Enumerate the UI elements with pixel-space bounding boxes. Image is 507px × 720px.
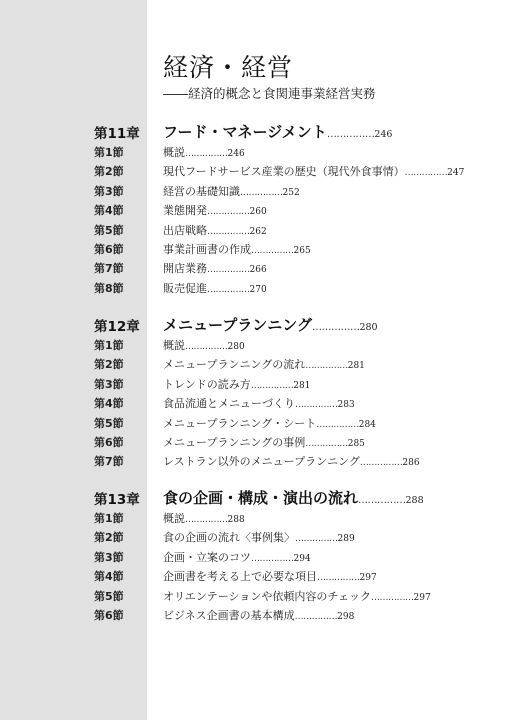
chapter-number: 第11章 <box>94 126 140 142</box>
leader-dots: …………… <box>250 380 294 391</box>
section-title-text: 業態開発 <box>163 204 207 218</box>
section-title <box>163 568 377 584</box>
chapter-number: 第13章 <box>94 492 140 508</box>
toc-section-row <box>0 568 507 584</box>
page-number: 265 <box>293 246 311 256</box>
page-number: 247 <box>447 168 465 179</box>
leader-dots: …………… <box>185 342 228 352</box>
section-number: 第3節 <box>94 184 124 198</box>
section-number: 第2節 <box>94 531 124 545</box>
section-title <box>163 337 245 353</box>
leader-dots: …………… <box>358 495 406 506</box>
page-number: 297 <box>359 573 377 584</box>
toc-section-row <box>0 588 507 604</box>
section-title <box>163 222 267 238</box>
toc-section-row <box>0 163 507 179</box>
leader-dots: …………… <box>316 419 359 430</box>
leader-dots: …………… <box>326 129 375 140</box>
section-title-text: レストラン以外のメニュープランニング <box>163 455 360 469</box>
toc-section-row <box>0 395 507 411</box>
section-title-text: メニュープランニング・シート <box>163 416 317 430</box>
section-number: 第6節 <box>94 436 124 449</box>
page-subtitle: ――経済的概念と食関連事業経営実務 <box>163 86 376 101</box>
leader-dots: …………… <box>294 612 338 622</box>
leader-dots: …………… <box>404 168 448 179</box>
toc-section-row <box>0 376 507 392</box>
leader-dots: …………… <box>251 553 294 564</box>
leader-dots: …………… <box>311 322 360 333</box>
section-number: 第2節 <box>94 358 124 372</box>
section-title-text: オリエンテーションや依頼内容のチェック <box>163 589 372 603</box>
toc-section-row <box>0 280 507 296</box>
section-title <box>163 280 267 296</box>
page-number: 246 <box>227 149 245 159</box>
chapter-title <box>163 314 378 335</box>
toc-section-row <box>0 260 507 276</box>
page-number: 286 <box>402 458 420 469</box>
chapter-heading <box>0 122 507 140</box>
section-number: 第5節 <box>94 416 124 430</box>
section-number: 第3節 <box>94 377 124 391</box>
section-number: 第3節 <box>94 550 124 564</box>
chapter-title-text: フード・マネージメント <box>163 123 327 141</box>
section-title-text: 現代フードサービス産業の歴史（現代外食事情） <box>163 165 405 179</box>
section-number: 第1節 <box>94 512 124 525</box>
section-number: 第6節 <box>94 609 124 622</box>
section-title <box>163 202 267 218</box>
page-number: 285 <box>347 439 365 449</box>
section-title-text: 企画書を考える上で必要な項目 <box>163 570 317 584</box>
chapter-title-text: 食の企画・構成・演出の流れ <box>163 489 359 507</box>
leader-dots: …………… <box>207 226 250 237</box>
section-title-text: 事業計画書の作成 <box>163 243 251 256</box>
section-title-text: 食の企画の流れ〈事例集〉 <box>163 531 295 545</box>
section-title <box>163 163 464 179</box>
toc-section-row <box>0 144 507 160</box>
section-title <box>163 434 365 450</box>
section-title-text: 概説 <box>163 339 185 352</box>
toc-section-row <box>0 241 507 257</box>
toc-section-row <box>0 337 507 353</box>
chapter-number: 第12章 <box>94 319 140 335</box>
section-number: 第4節 <box>94 570 124 584</box>
page-number: 289 <box>337 534 355 545</box>
toc-section-row <box>0 453 507 469</box>
toc-section-row <box>0 356 507 372</box>
section-number: 第1節 <box>94 339 124 352</box>
section-title-text: 経営の基礎知識 <box>163 184 240 198</box>
page-number: 252 <box>282 187 300 198</box>
section-title-text: 開店業務 <box>163 262 207 276</box>
toc-section-row <box>0 415 507 431</box>
section-title <box>163 607 354 623</box>
section-number: 第6節 <box>94 243 124 256</box>
section-title <box>163 183 300 199</box>
section-number: 第5節 <box>94 589 124 603</box>
page-number: 294 <box>293 553 311 564</box>
section-title-text: 食品流通とメニューづくり <box>163 397 295 411</box>
page-number: 288 <box>405 495 424 506</box>
section-title-text: ビジネス企画書の基本構成 <box>163 609 295 622</box>
section-title <box>163 376 310 392</box>
page-number: 280 <box>359 322 378 333</box>
page-number: 284 <box>358 419 376 430</box>
leader-dots: …………… <box>207 207 250 218</box>
leader-dots: …………… <box>371 592 414 603</box>
leader-dots: …………… <box>295 534 338 545</box>
page-number: 298 <box>337 612 355 622</box>
toc-section-row <box>0 510 507 526</box>
section-title-text: メニュープランニングの流れ <box>163 358 306 372</box>
toc-section-row <box>0 202 507 218</box>
leader-dots: …………… <box>185 149 228 159</box>
toc-section-row <box>0 529 507 545</box>
toc-section-row <box>0 222 507 238</box>
page-number: 266 <box>249 265 267 276</box>
leader-dots: …………… <box>295 400 338 411</box>
section-number: 第2節 <box>94 165 124 179</box>
leader-dots: …………… <box>207 265 250 276</box>
leader-dots: …………… <box>305 361 348 372</box>
chapter-title <box>163 487 424 508</box>
section-title-text: メニュープランニングの事例 <box>163 436 306 449</box>
chapter-title-text: メニュープランニング <box>163 316 312 334</box>
page-number: 297 <box>413 592 431 603</box>
page-number: 280 <box>227 342 245 352</box>
section-title <box>163 549 311 565</box>
section-title <box>163 241 311 257</box>
leader-dots: …………… <box>207 284 250 295</box>
leader-dots: …………… <box>317 573 360 584</box>
section-title-text: トレンドの読み方 <box>163 377 251 391</box>
page-number: 281 <box>347 361 365 372</box>
chapter-heading <box>0 315 507 333</box>
page-number: 246 <box>374 129 393 140</box>
section-title <box>163 529 355 545</box>
section-number: 第4節 <box>94 397 124 411</box>
page-title: 経済・経営 <box>163 53 294 82</box>
toc-section-row <box>0 434 507 450</box>
section-title-text: 企画・立案のコツ <box>163 550 251 564</box>
leader-dots: …………… <box>305 439 348 449</box>
section-title-text: 出店戦略 <box>163 223 207 237</box>
toc-section-row <box>0 549 507 565</box>
section-number: 第8節 <box>94 281 124 295</box>
section-title <box>163 415 376 431</box>
toc-section-row <box>0 183 507 199</box>
section-title <box>163 453 420 469</box>
section-title <box>163 588 431 604</box>
section-number: 第5節 <box>94 223 124 237</box>
section-title <box>163 144 245 160</box>
section-number: 第1節 <box>94 146 124 159</box>
chapter-heading <box>0 488 507 506</box>
page-number: 281 <box>293 380 311 391</box>
section-title-text: 概説 <box>163 512 185 525</box>
toc-section-row <box>0 607 507 623</box>
leader-dots: …………… <box>359 458 403 469</box>
section-number: 第7節 <box>94 455 124 469</box>
section-title <box>163 510 245 526</box>
section-title-text: 概説 <box>163 146 185 159</box>
section-title <box>163 356 365 372</box>
leader-dots: …………… <box>251 246 294 256</box>
page-number: 260 <box>249 207 267 218</box>
section-title <box>163 260 267 276</box>
chapter-title <box>163 121 392 142</box>
leader-dots: …………… <box>185 515 228 525</box>
section-title <box>163 395 355 411</box>
page-number: 262 <box>249 226 267 237</box>
leader-dots: …………… <box>240 187 283 198</box>
section-number: 第4節 <box>94 204 124 218</box>
section-title-text: 販売促進 <box>163 281 207 295</box>
page-number: 283 <box>337 400 355 411</box>
section-number: 第7節 <box>94 262 124 276</box>
page-number: 270 <box>249 284 267 295</box>
page-number: 288 <box>227 515 245 525</box>
